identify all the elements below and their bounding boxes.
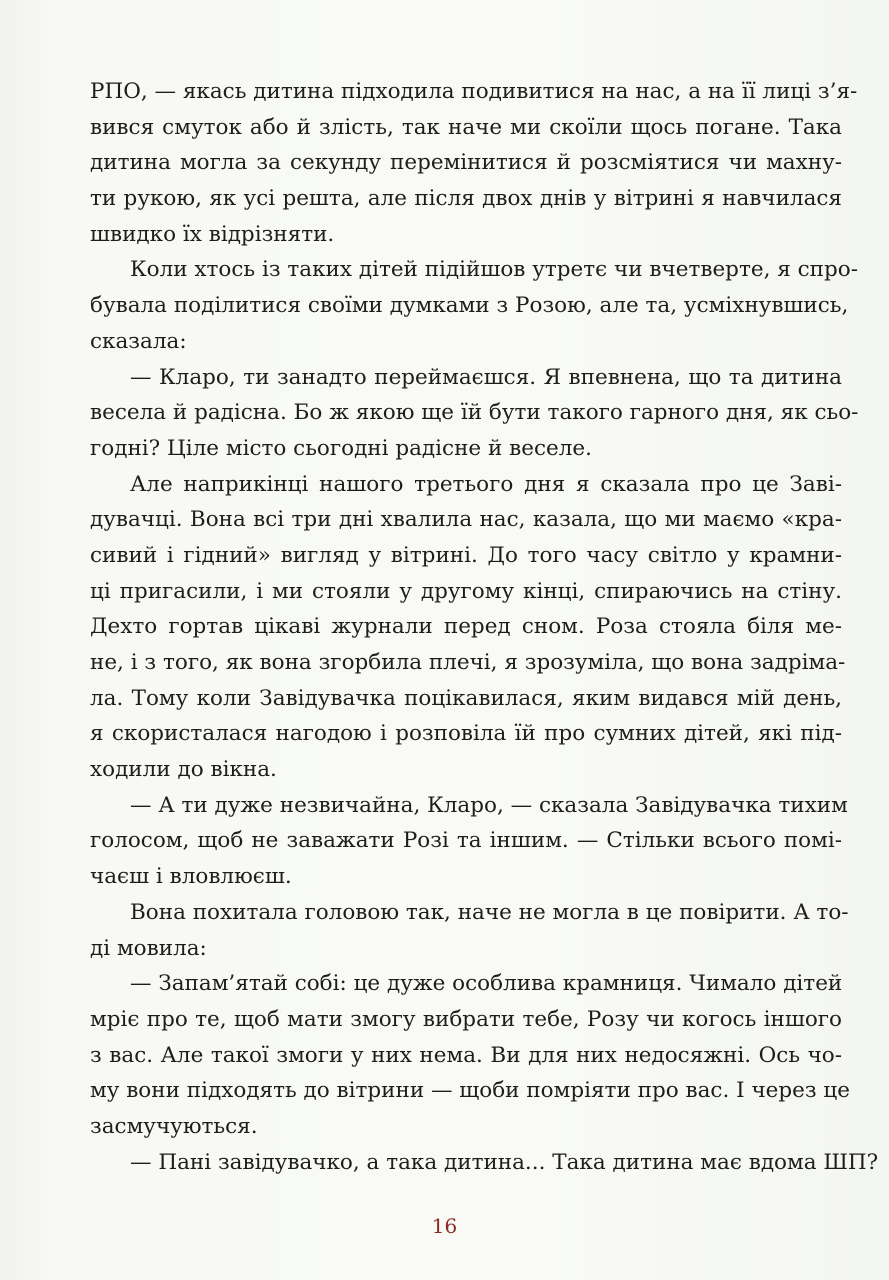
text-line: — Запам’ятай собі: це дуже особлива крамниця. Чимало дітей bbox=[130, 971, 843, 997]
text-line: сказала: bbox=[90, 328, 187, 354]
text-line: РПО, — якась дитина підходила подивитися на нас, а на її лиці з’я- bbox=[90, 79, 858, 104]
text-line: ці пригасили, і ми стояли у другому кінці, спираючись на стіну. bbox=[90, 578, 842, 604]
text-line: не, і з того, як вона згорбила плечі, я зрозуміла, що вона задріма- bbox=[90, 650, 846, 675]
text-line: вився смуток або й злість, так наче ми скоїли щось погане. Така bbox=[90, 114, 842, 140]
text-line: годні? Ціле місто сьогодні радісне й веселе. bbox=[90, 435, 592, 461]
text-line: ти рукою, як усі решта, але після двох днів у вітрині я навчилася bbox=[90, 186, 842, 212]
body-text bbox=[90, 74, 879, 1180]
text-line: бувала поділитися своїми думками з Розою, але та, усміхнувшись, bbox=[90, 293, 849, 319]
text-line: — А ти дуже незвичайна, Кларо, — сказала Завідувачка тихим bbox=[130, 792, 848, 818]
text-line: дитина могла за секунду перемінитися й розсміятися чи махну- bbox=[90, 150, 842, 176]
text-line: — Пані завідувачко, а така дитина... Така дитина має вдома ШП? bbox=[130, 1149, 879, 1175]
text-line: голосом, щоб не заважати Розі та іншим. — Стільки всього помі- bbox=[90, 828, 842, 854]
text-line: — Кларо, ти занадто переймаєшся. Я впевнена, що та дитина bbox=[130, 364, 842, 390]
text-line: весела й радісна. Бо ж якою ще їй бути такого гарного дня, як сьо- bbox=[90, 400, 859, 426]
text-line: ла. Тому коли Завідувачка поцікавилася, яким видався мій день, bbox=[90, 685, 842, 711]
text-line: мріє про те, щоб мати змогу вибрати тебе, Розу чи когось іншого bbox=[90, 1006, 842, 1032]
text-line: Дехто гортав цікаві журнали перед сном. Роза стояла біля ме- bbox=[90, 614, 842, 640]
text-line: дувачці. Вона всі три дні хвалила нас, казала, що ми маємо «кра- bbox=[90, 507, 842, 533]
text-line: ді мовила: bbox=[90, 935, 207, 961]
page-number: 16 bbox=[431, 1214, 458, 1238]
text-line: швидко їх відрізняти. bbox=[90, 221, 335, 247]
text-line: я скористалася нагодою і розповіла їй про сумних дітей, які під- bbox=[90, 721, 842, 747]
text-line: ходили до вікна. bbox=[90, 757, 277, 783]
text-line: сивий і гідний» вигляд у вітрині. До того часу світло у крамни- bbox=[90, 542, 842, 568]
text-line: чаєш і вловлюєш. bbox=[90, 864, 292, 890]
text-line: Коли хтось із таких дітей підійшов утретє чи вчетверте, я спро- bbox=[130, 257, 858, 283]
text-line: з вас. Але такої змоги у них нема. Ви для них недосяжні. Ось чо- bbox=[90, 1042, 842, 1068]
text-line: му вони підходять до вітрини — щоби помріяти про вас. І через це bbox=[90, 1078, 850, 1104]
text-line: засмучуються. bbox=[90, 1113, 258, 1139]
text-line: Вона похитала головою так, наче не могла в це повірити. А то- bbox=[130, 899, 849, 925]
text-line: Але наприкінці нашого третього дня я сказала про це Заві- bbox=[130, 471, 842, 497]
